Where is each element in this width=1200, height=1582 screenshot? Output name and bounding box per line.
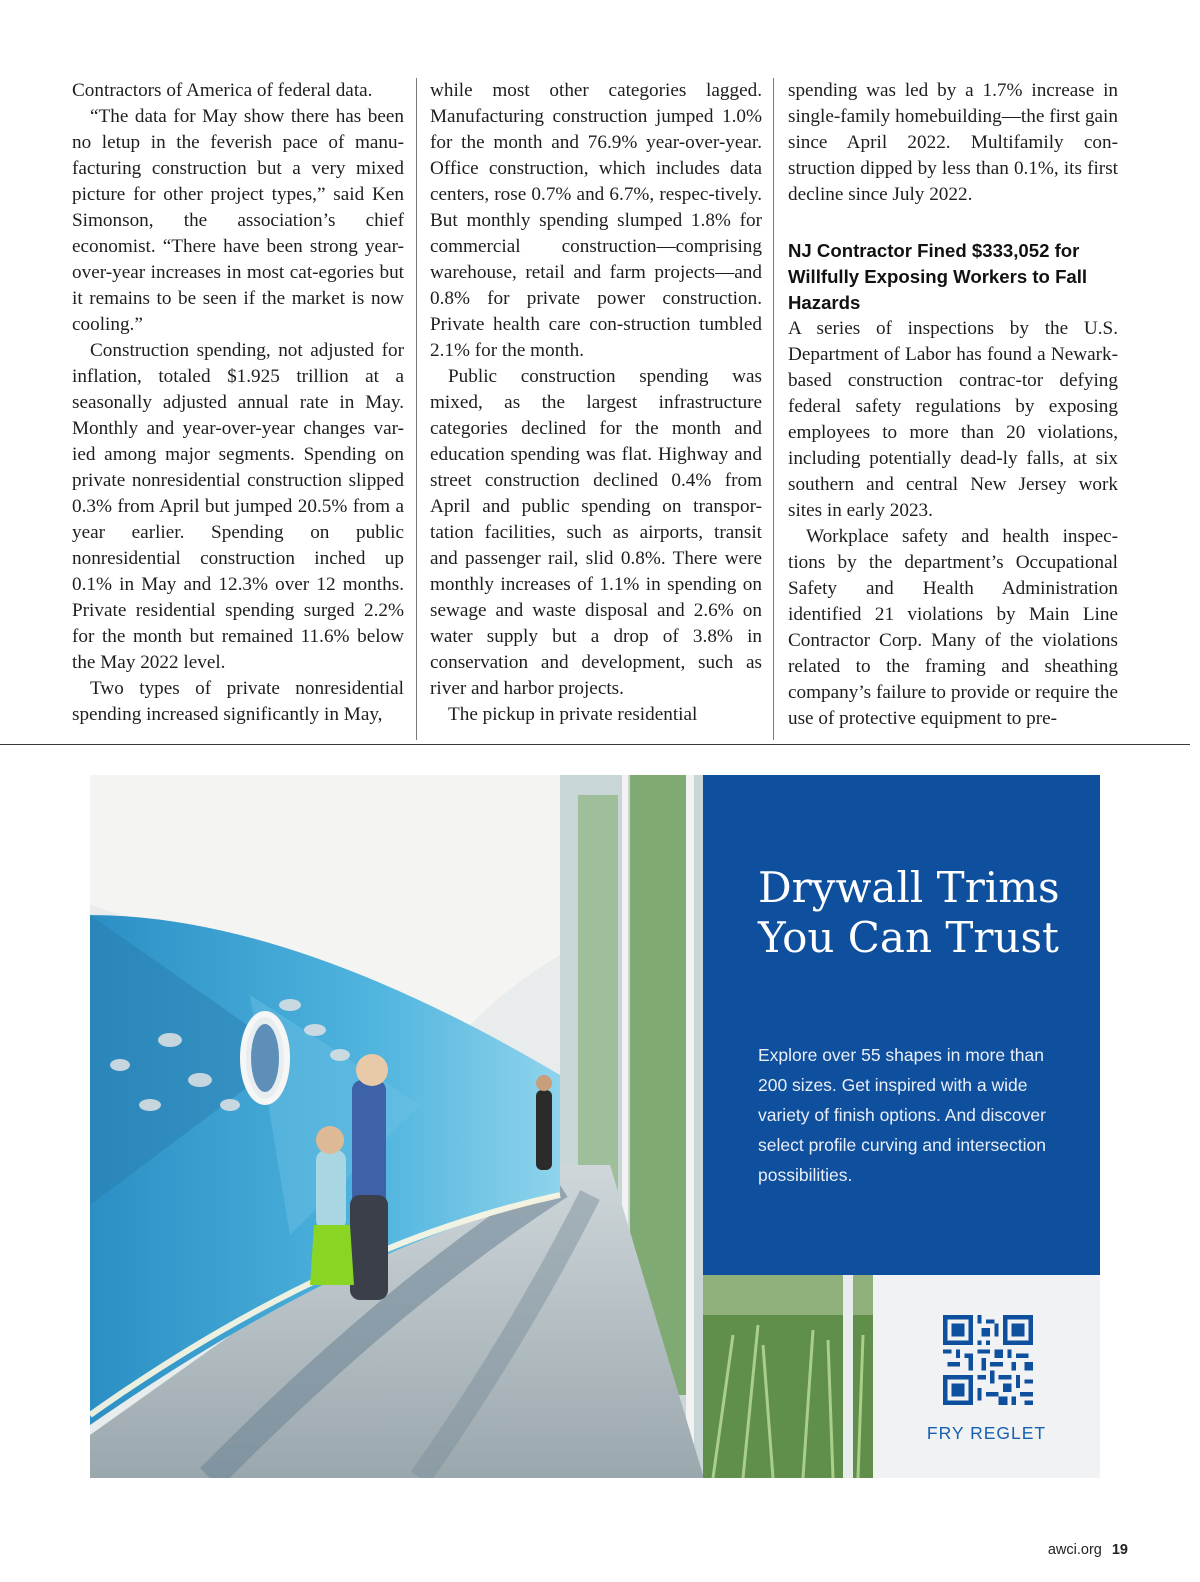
ad-body-text: Explore over 55 shapes in more than 200 sizes. Get inspired with a wide variety of finish options. And discover select profile curving and intersection possibilities. — [758, 1045, 1046, 1185]
ad-headline-line-1: Drywall Trims — [758, 863, 1060, 912]
paragraph: Two types of private nonresidential spending increased significantly in May, — [72, 678, 404, 725]
grass-image — [703, 1275, 873, 1478]
paragraph: Workplace safety and health inspec-tions by the department’s Occupational Safety and Health Administration identified 21 violations by Main Line Contractor Corp. Many of the violations related to the framing and sheathing company’s failure to provide or require the use of protective equipment to pre- — [788, 526, 1118, 729]
paragraph: Public construction spending was mixed, as the largest infrastructure categories declined for the month and education spending was flat. Highway and street construction declined 0.4% from April and public spending on transpor-tation facilities, such as airports, transit and passenger rail, slid 0.8%. There were monthly increases of 1.1% in spending on sewage and waste disposal and 2.6% on water supply but a drop of 3.8% in conservation and development, such as river and harbor projects. — [430, 366, 762, 699]
ad-brand-panel — [873, 1275, 1100, 1478]
advertisement[interactable] — [90, 775, 1100, 1478]
ad-headline-line-2: You Can Trust — [758, 913, 1059, 962]
paragraph: A series of inspections by the U.S. Department of Labor has found a Newark-based construction contrac-tor defying federal safety regulations by exposing employees to more than 20 violations, including potentially dead-ly falls, at six southern and central New Jersey work sites in early 2023. — [788, 318, 1118, 521]
page-footer — [1048, 1542, 1128, 1558]
section-divider — [0, 744, 1190, 745]
paragraph: spending was led by a 1.7% increase in single-family homebuilding—the first gain since April 2022. Multifamily con-struction dipped by less than 0.1%, its first decline since July 2022. — [788, 80, 1118, 205]
article-subheading: NJ Contractor Fined $333,052 for Willfully Exposing Workers to Fall Hazards — [788, 240, 1088, 313]
paragraph: Construction spending, not adjusted for inflation, totaled $1.925 trillion at a seasonally adjusted annual rate in May. Monthly and year-over-year changes var-ied among major segments. Spending on private nonresidential construction slipped 0.3% from April but jumped 20.5% from a year earlier. Spending on public nonresidential construction inched up 0.1% in May and 12.3% over 12 months. Private residential spending surged 2.2% for the month but remained 11.6% below the May 2022 level. — [72, 340, 404, 673]
paragraph: The pickup in private residential — [448, 704, 698, 725]
paragraph: Contractors of America of federal data. — [72, 80, 373, 101]
ad-headline-panel — [703, 775, 1100, 1275]
article-column-2 — [430, 78, 762, 728]
site-url: awci.org — [1047, 1542, 1102, 1558]
article-column-3 — [788, 78, 1118, 732]
ad-headline — [758, 863, 1088, 963]
paragraph: “The data for May show there has been no letup in the feverish pace of manu-facturing construction but a very mixed picture for other project types,” said Ken Simonson, the association’s chief economist. “There have been strong year-over-year increases in most cat-egories but it remains to be seen if the market is now cooling.” — [72, 106, 404, 335]
paragraph: while most other categories lagged. Manufacturing construction jumped 1.0% for the month and 76.9% year-over-year. Office construction, which includes data centers, rose 0.7% and 6.7%, respec-tively. But monthly spending slumped 1.8% for commercial construction—comprising warehouse, retail and farm projects—and 0.8% for private power construction. Private health care con-struction tumbled 2.1% for the month. — [430, 80, 762, 361]
article-column-1 — [72, 78, 404, 728]
column-divider — [773, 78, 774, 740]
qr-code-icon[interactable] — [943, 1315, 1033, 1405]
brand-name: FRY REGLET — [926, 1423, 1047, 1443]
page-number: 19 — [1111, 1542, 1128, 1558]
corridor-photo — [90, 775, 703, 1478]
column-divider — [416, 78, 417, 740]
